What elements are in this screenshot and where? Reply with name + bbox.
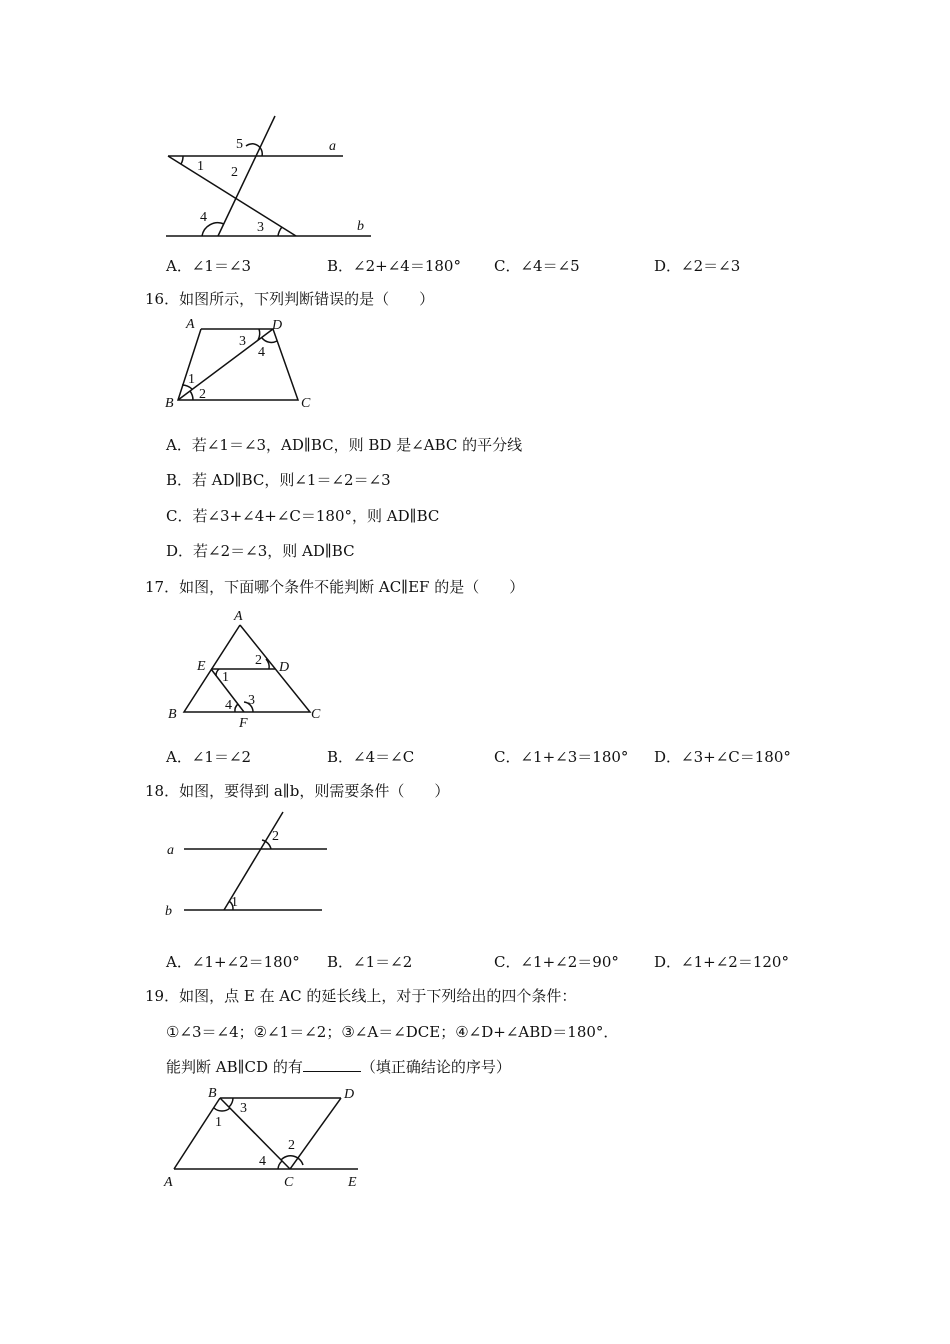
q16-option-d: D．若∠2＝∠3，则 AD∥BC [166, 542, 355, 560]
q15-label-3: 3 [257, 220, 264, 235]
q17-option-b: B．∠4＝∠C [327, 748, 415, 766]
q18-label-a: a [167, 843, 174, 858]
q18-option-d: D．∠1+∠2＝120° [654, 953, 789, 971]
q19-label-A: A [164, 1175, 173, 1190]
q17-label-D: D [279, 660, 290, 675]
q16-option-b: B．若 AD∥BC，则∠1＝∠2＝∠3 [166, 471, 391, 489]
q16-label-D: D [272, 318, 283, 333]
q16-stem: 16．如图所示，下列判断错误的是（ ） [145, 290, 435, 308]
q17-label-2: 2 [255, 653, 262, 668]
q15-label-b: b [357, 219, 364, 234]
q16-label-2: 2 [199, 387, 206, 402]
q15-option-c: C．∠4＝∠5 [494, 257, 580, 275]
q18-option-c: C．∠1+∠2＝90° [494, 953, 619, 971]
q17-label-C: C [311, 707, 321, 722]
q15-label-4: 4 [200, 210, 207, 225]
q17-label-4: 4 [225, 698, 232, 713]
q15-option-a: A．∠1＝∠3 [166, 257, 252, 275]
q15-label-a: a [329, 139, 336, 154]
q19-label-C: C [284, 1175, 294, 1190]
q19-prompt-before: 能判断 AB∥CD 的有 [166, 1058, 303, 1076]
q17-stem: 17．如图，下面哪个条件不能判断 AC∥EF 的是（ ） [145, 578, 525, 596]
q17-label-B: B [168, 707, 177, 722]
q16-label-1: 1 [188, 372, 195, 387]
q15-option-b: B．∠2+∠4＝180° [327, 257, 461, 275]
q15-option-d: D．∠2＝∠3 [654, 257, 741, 275]
q19-prompt-after: （填正确结论的序号） [360, 1058, 511, 1076]
q17-label-1: 1 [222, 670, 229, 685]
q18-label-1: 1 [231, 895, 238, 910]
q15-label-1: 1 [197, 159, 204, 174]
q17-label-3: 3 [248, 693, 255, 708]
q19-conditions: ①∠3＝∠4；②∠1＝∠2；③∠A＝∠DCE；④∠D+∠ABD＝180°． [166, 1023, 619, 1041]
q18-option-b: B．∠1＝∠2 [327, 953, 413, 971]
q17-label-F: F [239, 716, 248, 731]
q17-label-A: A [234, 609, 243, 624]
q17-option-a: A．∠1＝∠2 [166, 748, 252, 766]
q16-option-a: A．若∠1＝∠3，AD∥BC，则 BD 是∠ABC 的平分线 [166, 436, 523, 454]
q15-label-2: 2 [231, 165, 238, 180]
q15-label-5: 5 [236, 137, 243, 152]
q19-label-4: 4 [259, 1154, 266, 1169]
q17-option-c: C．∠1+∠3＝180° [494, 748, 629, 766]
q19-label-2: 2 [288, 1138, 295, 1153]
q19-label-B: B [208, 1086, 217, 1101]
q18-stem: 18．如图，要得到 a∥b，则需要条件（ ） [145, 782, 450, 800]
q19-label-1: 1 [215, 1115, 222, 1130]
q16-label-4: 4 [258, 345, 265, 360]
q17-option-d: D．∠3+∠C＝180° [654, 748, 791, 766]
q16-option-c: C．若∠3+∠4+∠C＝180°，则 AD∥BC [166, 507, 440, 525]
q17-label-E: E [197, 659, 206, 674]
q19-label-3: 3 [240, 1101, 247, 1116]
q16-label-3: 3 [239, 334, 246, 349]
q19-stem: 19．如图，点 E 在 AC 的延长线上，对于下列给出的四个条件： [145, 987, 577, 1005]
q16-label-A: A [186, 317, 195, 332]
q18-label-2: 2 [272, 829, 279, 844]
q19-label-D: D [344, 1087, 355, 1102]
q16-label-C: C [301, 396, 311, 411]
q18-label-b: b [165, 904, 172, 919]
q18-option-a: A．∠1+∠2＝180° [166, 953, 300, 971]
q16-label-B: B [165, 396, 174, 411]
q19-label-E: E [348, 1175, 357, 1190]
